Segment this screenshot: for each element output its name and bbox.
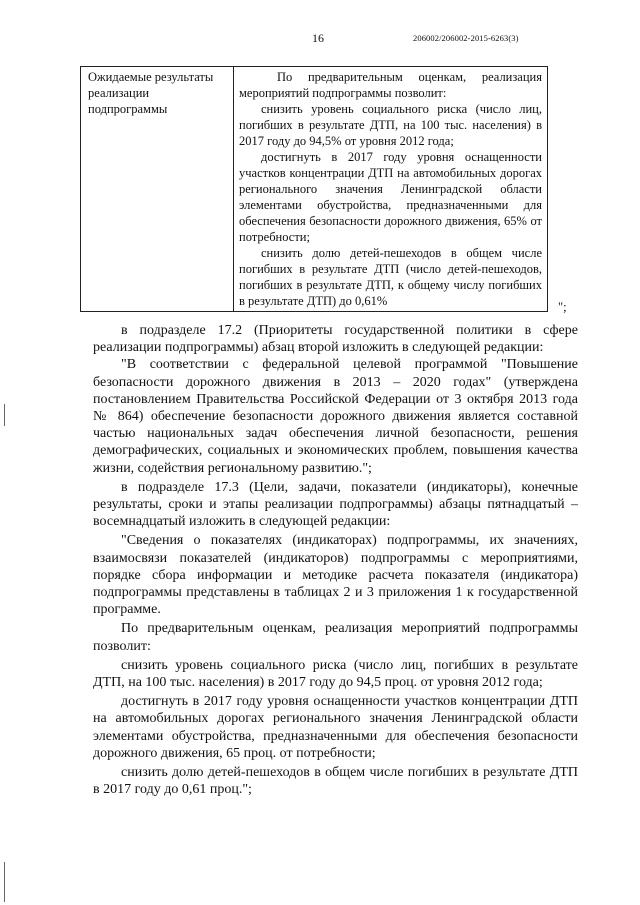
body-paragraph: снизить долю детей-пешеходов в общем числе погибших в результате ДТП в 2017 году до 0,61 проц."; [93, 765, 578, 798]
scan-margin-mark [4, 404, 5, 426]
table-paragraph: снизить уровень социального риска (число лиц, погибших в результате ДТП, на 100 тыс. населения) в 2017 году до 94,5% от уровня 2012 года; [239, 102, 542, 148]
body-paragraph: снизить уровень социального риска (число лиц, погибших в результате ДТП, на 100 тыс. населения) в 2017 году до 94,5 проц. от уровня 2012 года; [93, 657, 578, 691]
table-label-cell: Ожидаемые результаты реализации подпрограммы [81, 67, 234, 312]
table-paragraph: По предварительным оценкам, реализация мероприятий подпрограммы позволит: [239, 70, 542, 100]
page-number: 16 [312, 31, 324, 45]
expected-results-table [80, 66, 548, 312]
document-code: 206002/206002-2015-6263(3) [413, 33, 519, 43]
body-paragraph: в подразделе 17.2 (Приоритеты государственной политики в сфере реализации подпрограммы) абзац второй изложить в следующей редакции: [93, 323, 578, 356]
table-paragraph: снизить долю детей-пешеходов в общем числе погибших в результате ДТП (число детей-пешеходов, погибших в результате ДТП, к общему числу погибших в результате ДТП) до 0,61% [239, 246, 542, 308]
body-paragraph: в подразделе 17.3 (Цели, задачи, показатели (индикаторы), конечные результаты, сроки и этапы реализации подпрограммы) абзацы пятнадцатый – восемнадцатый изложить в следующей редакции: [93, 479, 578, 530]
table-paragraph: достигнуть в 2017 году уровня оснащенности участков концентрации ДТП на автомобильных дорогах регионального значения Ленинградской области элементами обустройства, предназначенными для обеспечения безопасности дорожного движения, 65% от потребности; [239, 150, 542, 244]
body-paragraph: "Сведения о показателях (индикаторах) подпрограммы, их значениях, взаимосвязи показателей (индикаторов) подпрограммы с мероприятиями, порядке сбора информации и методике расчета показателя (индикатора) подпрограммы представлены в таблицах 2 и 3 приложения 1 к государственной программе. [93, 533, 578, 618]
scan-margin-mark-bottom [4, 862, 5, 902]
body-paragraph: достигнуть в 2017 году уровня оснащенности участков концентрации ДТП на автомобильных дорогах регионального значения Ленинградской области элементами обустройства, предназначенными для обеспечения безопасности дорожного движения, 65 проц. от потребности; [93, 694, 578, 761]
table-row [81, 67, 548, 312]
body-paragraph: По предварительным оценкам, реализация мероприятий подпрограммы позволит: [93, 621, 578, 654]
body-paragraph: "В соответствии с федеральной целевой программой "Повышение безопасности дорожного движения в 2013 – 2020 годах" (утверждена постановлением Правительства Российской Федерации от 3 октября 2013 года № 864) обеспечение безопасности дорожного движения является составной частью национальных задач обеспечения личной безопасности, решения демографических, социальных и экономических проблем, повышения качества жизни, содействия региональному развитию."; [93, 357, 578, 476]
table-content-cell [234, 67, 548, 312]
amendment-text [93, 322, 578, 798]
closing-quote-mark: "; [558, 300, 567, 314]
